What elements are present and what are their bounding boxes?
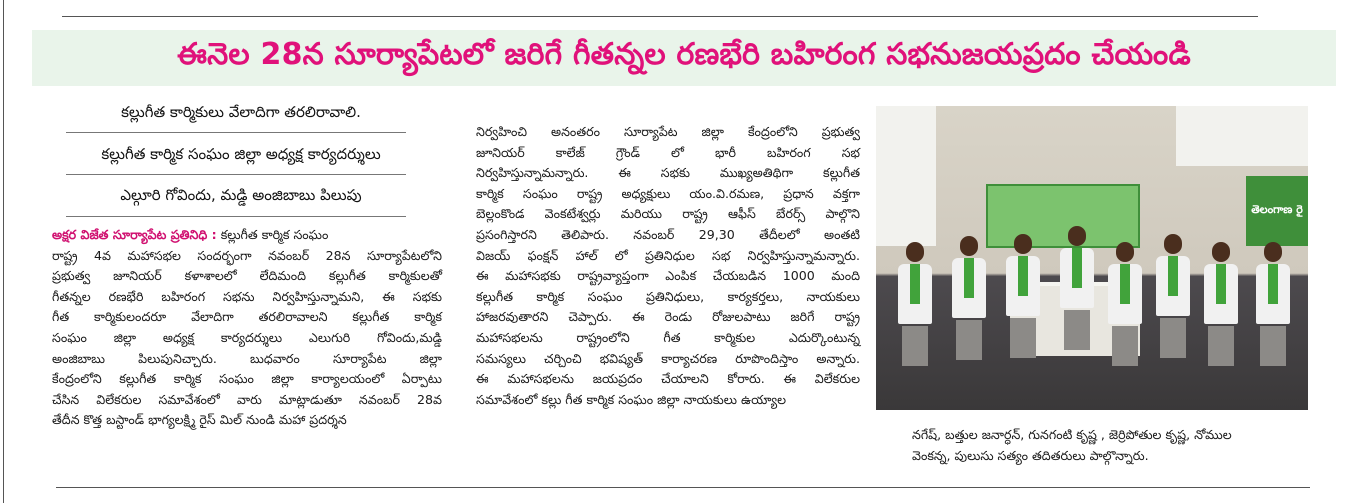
article-line: తేదీన కొత్త బస్టాండ్ భాగ్యలక్ష్మి రైస్ మిల్ నుండి మహా ప్రదర్శన xyxy=(52,412,347,428)
article-line: కార్మిక సంఘం రాష్ట్ర అధ్యక్షులు యం.వి.రమణ, ప్రధాన వక్తగా xyxy=(476,185,860,201)
article-line: సమావేశంలో కల్లు గీత కార్మిక సంఘం జిల్లా నాయకులు ఉయ్యాల xyxy=(476,391,787,407)
article-column-1 xyxy=(52,225,442,431)
article-line: నిర్వహించి అనంతరం సూర్యాపేట జిల్లా కేంద్రంలోని ప్రభుత్వ xyxy=(476,124,860,139)
article-line: కేంద్రంలోని కల్లుగీత కార్మిక సంఘం జిల్లా కార్యాలయంలో ఏర్పాటు xyxy=(52,371,442,387)
photo-person xyxy=(1060,226,1094,350)
subhead-divider xyxy=(66,132,406,133)
photo-banner-sign: తెలంగాణ రై xyxy=(1246,176,1308,246)
article-line: నిర్వహిస్తున్నామన్నారు. ఈ సభకు ముఖ్యఅతిథిగా కల్లుగీత xyxy=(476,165,860,181)
left-edge-line xyxy=(3,0,4,503)
headline-band xyxy=(32,30,1336,86)
photo-person xyxy=(1006,234,1040,358)
subhead-2: కల్లుగీత కార్మిక సంఘం జిల్లా అధ్యక్ష కార్యదర్శులు xyxy=(101,145,381,163)
photo-person xyxy=(1204,242,1238,366)
article-line: జూనియర్ కాలేజ్ గ్రౌండ్ లో భారీ బహిరంగ సభ xyxy=(476,144,860,160)
article-column-2 xyxy=(476,122,860,410)
article-line: విజయ్ ఫంక్షన్ హాల్ లో ప్రతినిధుల సభ నిర్వహిస్తున్నామన్నారు. xyxy=(476,247,860,263)
article-line: రాష్ట్ర 4వ మహాసభల సందర్భంగా నవంబర్ 28న సూర్యాపేటలోని xyxy=(52,247,442,263)
headline: ఈనెల 28న సూర్యాపేటలో జరిగే గీతన్నల రణభేరి బహిరంగ సభనుజయప్రదం చేయండి xyxy=(177,37,1191,72)
article-line: ప్రసంగిస్తారని తెలిపారు. నవంబర్ 29,30 తేదీలలో అంతటి xyxy=(476,226,860,242)
photo-person xyxy=(898,242,932,366)
photo-window xyxy=(1176,106,1308,166)
caption-line: వెంకన్న, పులుసు సత్యం తదితరులు పాల్గొన్నారు. xyxy=(912,448,1149,463)
article-line xyxy=(52,225,442,246)
subhead-3: ఎల్గూరి గోవిందు, మడ్డి అంజిబాబు పిలుపు xyxy=(120,186,362,204)
article-line: సంఘం జిల్లా అధ్యక్ష కార్యదర్శులు ఎలుగురి గోవిందు,మడ్డి xyxy=(52,329,442,345)
article-line: ఈ మహాసభకు రాష్ట్రవ్యాప్తంగా ఎంపిక చేయబడిన 1000 మంది xyxy=(476,268,860,284)
article-line: బెల్లంకొండ వెంకటేశ్వర్లు మరియు రాష్ట్ర ఆఫీస్ బేరర్స్ పాల్గొని xyxy=(476,206,860,222)
article-line-text: కల్లుగీత కార్మిక సంఘం xyxy=(216,227,329,242)
article-line: గీత కార్మికులందరూ వేలాదిగా తరలిరావాలని కల్లుగీత కార్మిక xyxy=(52,309,442,325)
news-photo xyxy=(876,106,1308,410)
byline: అక్షర విజేత సూర్యాపేట ప్రతినిధి : xyxy=(52,227,217,242)
caption-line: నగేష్, బత్తుల జనార్ధన్, గునగంటి కృష్ణ , జెర్రిపోతుల కృష్ణ, నోముల xyxy=(912,427,1232,442)
subhead-divider xyxy=(66,174,406,175)
photo-person xyxy=(952,236,986,360)
article-line: గీతన్నల రణభేరి బహిరంగ సభను నిర్వహిస్తున్నామని, ఈ సభకు xyxy=(52,288,442,304)
article-line: చేసిన విలేకరుల సమావేశంలో వారు మాట్లాడుతూ నవంబర్ 28వ xyxy=(52,391,442,407)
article-line: సమస్యలు చర్చించి భవిష్యత్ కార్యాచరణ రూపొందిస్తాం అన్నారు. xyxy=(476,350,860,366)
article-line: కల్లుగీత కార్మిక సంఘం ప్రతినిధులు, కార్యకర్తలు, నాయకులు xyxy=(476,288,860,304)
article-line: హాజరవుతారని చెప్పారు. ఈ రెండు రోజులపాటు జరిగే రాష్ట్ర xyxy=(476,309,860,325)
bottom-rule xyxy=(56,487,1310,488)
subhead-divider xyxy=(66,216,406,217)
photo-caption xyxy=(912,424,1312,466)
photo-person xyxy=(1156,234,1190,358)
photo-person xyxy=(1108,242,1142,366)
subhead-1: కల్లుగీత కార్మికులు వేలాదిగా తరలిరావాలి. xyxy=(121,103,361,121)
top-rule xyxy=(62,16,1258,17)
article-line: ఈ మహాసభలను జయప్రదం చేయాలని కోరారు. ఈ విలేకరుల xyxy=(476,371,860,387)
article-line: అంజిబాబు పిలుపునిచ్చారు. బుధవారం సూర్యాపేట జిల్లా xyxy=(52,350,442,366)
article-line: ప్రభుత్వ జూనియర్ కళాశాలలో లేదిమంది కల్లుగీత కార్మికులతో xyxy=(52,268,442,284)
photo-person xyxy=(1256,242,1290,366)
photo-window xyxy=(876,106,936,246)
article-line: మహాసభలను రాష్ట్రంలోని గీత కార్మికుల ఎదుర్కొంటున్న xyxy=(476,329,860,345)
